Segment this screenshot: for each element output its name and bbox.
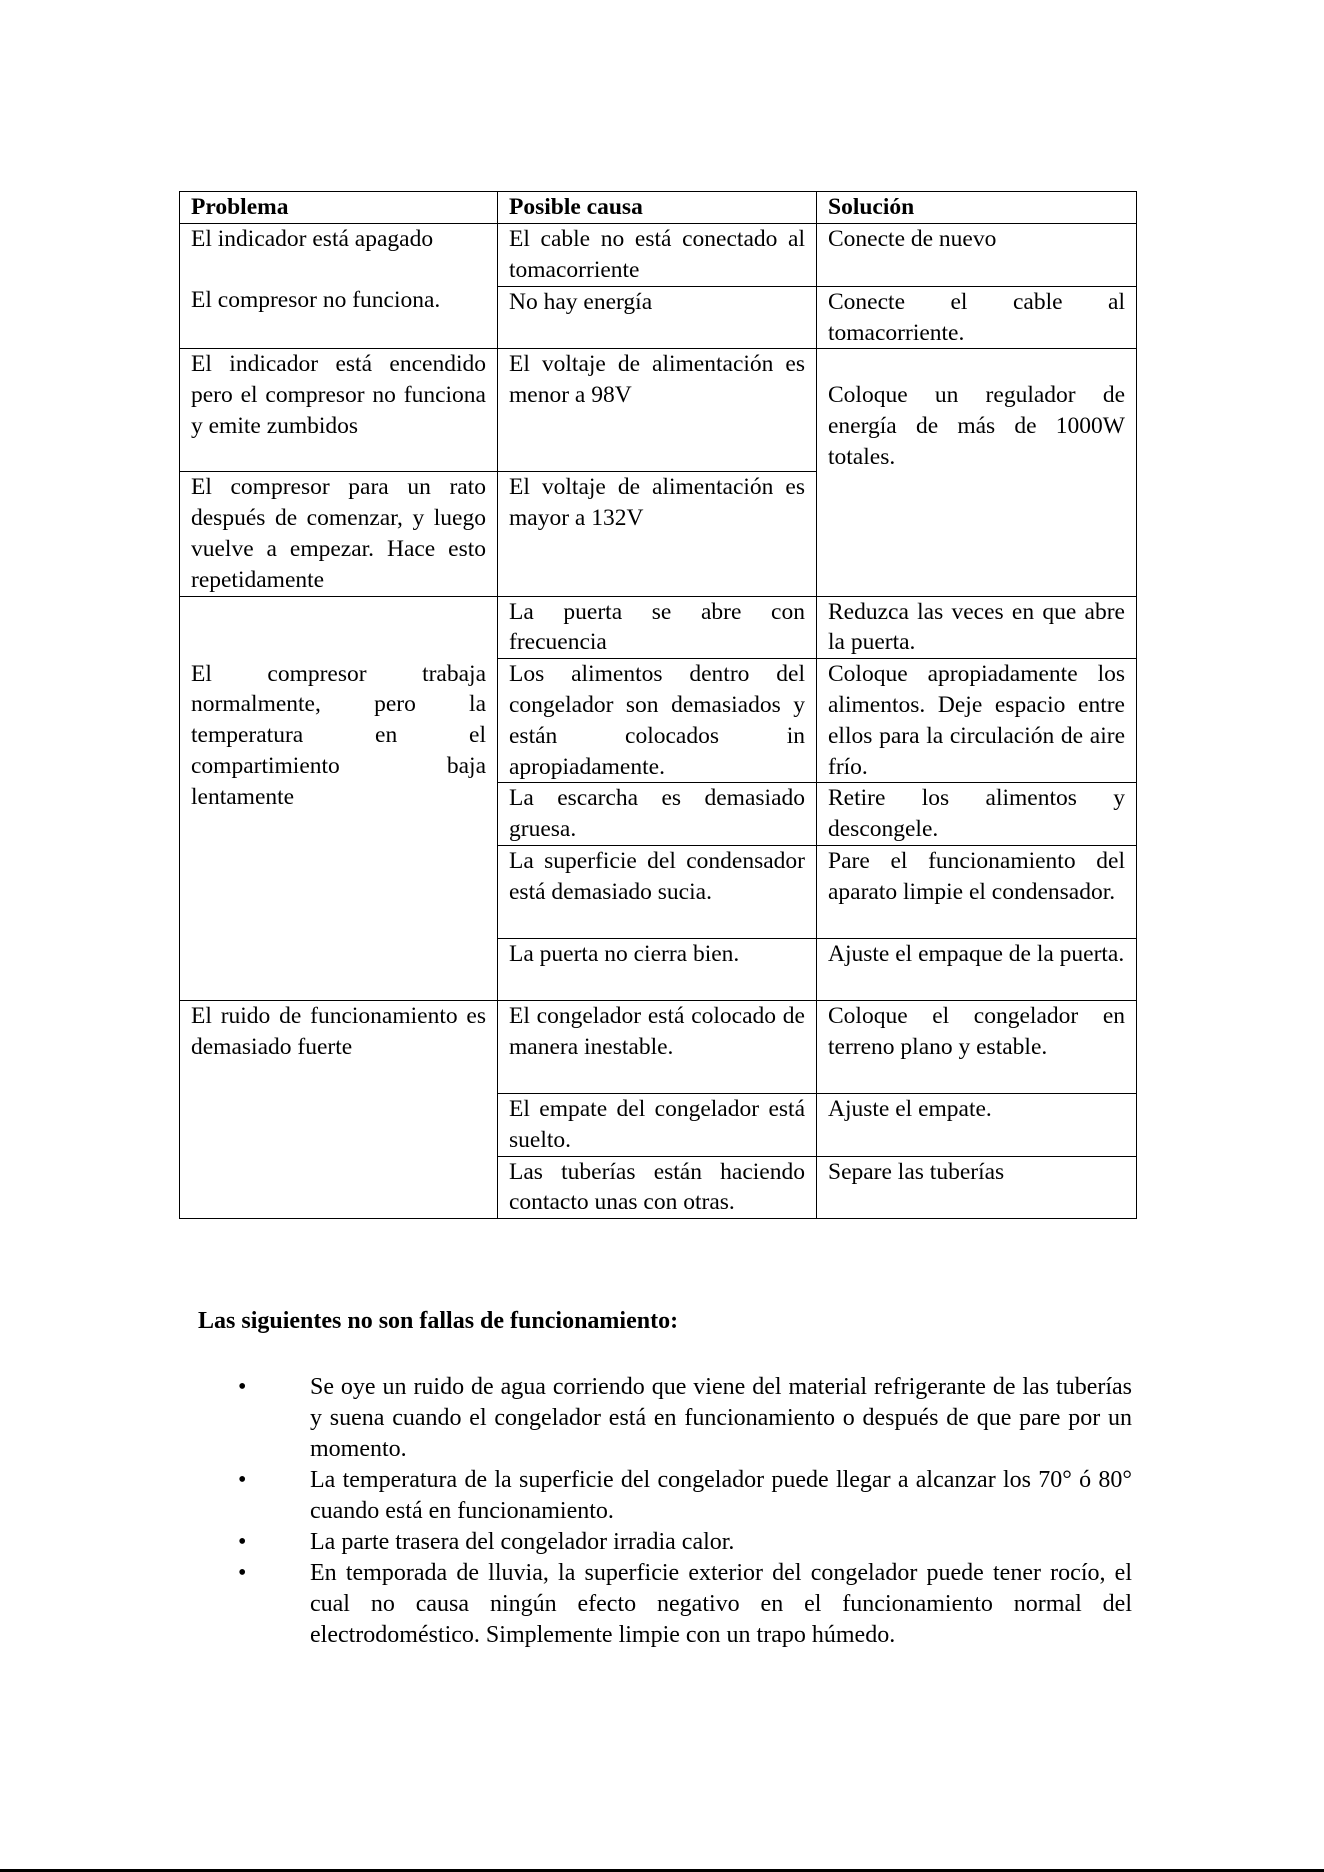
problem-cell: El indicador está encendido pero el compresor no funciona y emite zumbidos <box>180 349 498 472</box>
cause-cell: El empate del congelador está suelto. <box>498 1093 817 1156</box>
solution-cell: Reduzca las veces en que abre la puerta. <box>817 596 1137 659</box>
cause-cell: El congelador está colocado de manera inestable. <box>498 1000 817 1093</box>
bullet-icon: • <box>238 1467 247 1493</box>
list-item <box>238 1465 1132 1527</box>
cause-cell: El voltaje de alimentación es menor a 98V <box>498 349 817 472</box>
list-item <box>238 1558 1132 1651</box>
spacer <box>191 255 486 286</box>
cause-cell: Los alimentos dentro del congelador son demasiados y están colocados in apropiadamente. <box>498 659 817 783</box>
header-solution: Solución <box>817 192 1137 224</box>
problem-cell: El compresor para un rato después de comenzar, y luego vuelve a empezar. Hace esto repetidamente <box>180 472 498 596</box>
cause-cell: La superficie del condensador está demasiado sucia. <box>498 845 817 938</box>
cause-cell: La puerta no cierra bien. <box>498 938 817 1000</box>
list-item-text: En temporada de lluvia, la superficie exterior del congelador puede tener rocío, el cual no causa ningún efecto negativo en el funcionamiento normal del electrodoméstico. Simplemente limpie con un trapo húmedo. <box>310 1560 1132 1648</box>
solution-cell: Conecte de nuevo <box>817 223 1137 286</box>
solution-cell: Coloque apropiadamente los alimentos. Deje espacio entre ellos para la circulación de aire frío. <box>817 659 1137 783</box>
cause-cell: La escarcha es demasiado gruesa. <box>498 783 817 846</box>
cause-cell: No hay energía <box>498 286 817 349</box>
header-problem: Problema <box>180 192 498 224</box>
problem-text: El indicador está apagado <box>191 225 434 252</box>
solution-text: Coloque un regulador de energía de más de 1000W totales. <box>828 382 1125 470</box>
table-row <box>180 349 1137 472</box>
solution-cell: Separe las tuberías <box>817 1156 1137 1219</box>
list-item-text: La temperatura de la superficie del congelador puede llegar a alcanzar los 70° ó 80° cuando está en funcionamiento. <box>310 1467 1132 1524</box>
solution-cell: Pare el funcionamiento del aparato limpie el condensador. <box>817 845 1137 938</box>
problem-cell <box>180 223 498 349</box>
cause-cell: El voltaje de alimentación es mayor a 132V <box>498 472 817 596</box>
solution-cell: Conecte el cable al tomacorriente. <box>817 286 1137 349</box>
solution-cell: Coloque el congelador en terreno plano y estable. <box>817 1000 1137 1093</box>
troubleshooting-table <box>179 191 1137 1219</box>
header-cause: Posible causa <box>498 192 817 224</box>
solution-cell: Ajuste el empate. <box>817 1093 1137 1156</box>
list-item-text: Se oye un ruido de agua corriendo que viene del material refrigerante de las tuberías y suena cuando el congelador está en funcionamiento o después de que pare por un momento. <box>310 1374 1132 1462</box>
problem-text: El compresor no funciona. <box>191 287 441 314</box>
problem-text: El compresor trabaja normalmente, pero la temperatura en el compartimiento baja lentamente <box>191 660 486 810</box>
solution-cell: Ajuste el empaque de la puerta. <box>817 938 1137 1000</box>
bullet-icon: • <box>238 1374 247 1400</box>
solution-cell: Retire los alimentos y descongele. <box>817 783 1137 846</box>
list-item-text: La parte trasera del congelador irradia calor. <box>310 1529 735 1555</box>
table-row <box>180 223 1137 286</box>
bullet-icon: • <box>238 1529 247 1555</box>
cause-cell: La puerta se abre con frecuencia <box>498 596 817 659</box>
table-row <box>180 596 1137 659</box>
solution-cell <box>817 349 1137 596</box>
notes-list <box>238 1372 1132 1651</box>
list-item <box>238 1527 1132 1558</box>
notes-heading: Las siguientes no son fallas de funcionamiento: <box>198 1308 679 1334</box>
table-header-row <box>180 192 1137 224</box>
bullet-icon: • <box>238 1560 247 1586</box>
table-row <box>180 1000 1137 1093</box>
cause-cell: Las tuberías están haciendo contacto unas con otras. <box>498 1156 817 1219</box>
cause-cell: El cable no está conectado al tomacorriente <box>498 223 817 286</box>
problem-cell <box>180 596 498 1000</box>
problem-cell: El ruido de funcionamiento es demasiado fuerte <box>180 1000 498 1218</box>
list-item <box>238 1372 1132 1465</box>
